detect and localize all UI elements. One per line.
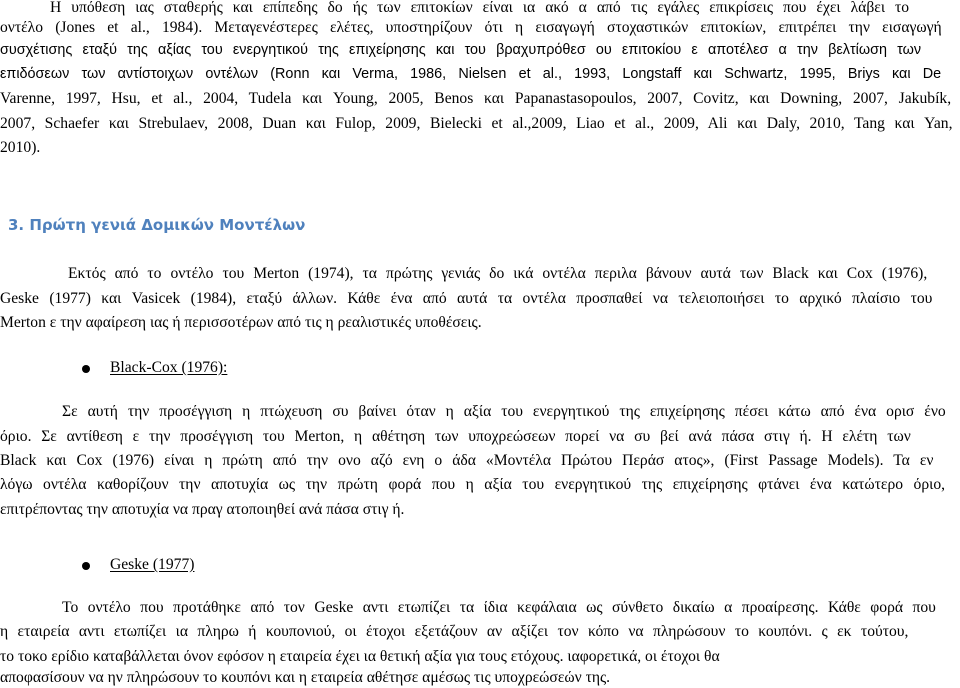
bullet-1-line: λόγω οντέλα καθορίζουν την αποτυχία ως την πρώτη φορά που η αξία του ενεργητικού της επιχείρησης φτάνει ένα κατώτερο όριο,	[0, 476, 946, 493]
bullet-icon	[82, 365, 90, 373]
section-line: Εκτός από το οντέλο του Merton (1974), τα πρώτης γενιάς δο ικά οντέλα περιλα βάνουν αυτά των Black και Cox (1976),	[68, 265, 928, 282]
intro-line: Varenne, 1997, Hsu, et al., 2004, Tudela και Young, 2005, Benos και Papanastasopoulos, 2007, Covitz, και Downing, 2007, Jakubík,	[0, 90, 952, 107]
bullet-1-line: Σε αυτή την προσέγγιση η πτώχευση συ βαίνει όταν η αξία του ενεργητικού της επιχείρησης πέσει κάτω από ένα ορισ ένο	[62, 403, 946, 420]
bullet-2-line: το τοκο ερίδιο καταβάλλεται όνον εφόσον η εταιρεία έχει ια θετική αξία για τους ετόχους. ιαφορετικά, οι έτοχοι θα	[0, 648, 720, 665]
bullet-label-black-cox: Black-Cox (1976):	[110, 359, 228, 376]
intro-line: 2010).	[0, 139, 41, 156]
intro-line: οντέλο (Jones et al., 1984). Μεταγενέστερες ελέτες, υποστηρίζουν ότι η εισαγωγή στοχαστικών επιτοκίων, επιτρέπει την εισαγωγή	[0, 19, 942, 36]
intro-line: επιδόσεων των αντίστοιχων οντέλων (Ronn και Verma, 1986, Nielsen et al., 1993, Longstaff και Schwartz, 1995, Briys και De	[0, 66, 942, 82]
intro-line: Η υπόθεση ιας σταθερής και επίπεδης δο ής των επιτοκίων είναι ια ακό α από τις εγάλες επικρίσεις που έχει λάβει το	[50, 0, 910, 16]
section-heading: 3. Πρώτη γενιά Δομικών Μοντέλων	[8, 216, 306, 234]
bullet-1-line: Black και Cox (1976) είναι η πρώτη από την ονο αζό ενη ο άδα «Μοντέλα Πρώτου Περάσ ατος», (First Passage Models). Τα εν	[0, 452, 934, 469]
bullet-1-line: επιτρέποντας την αποτυχία να πραγ ατοποιηθεί ανά πάσα στιγ ή.	[0, 501, 405, 518]
bullet-2-line: Το οντέλο που προτάθηκε από τον Geske αντι ετωπίζει τα ίδια κεφάλαια ως σύνθετο δικαίω α προαίρεσης. Κάθε φορά που	[62, 599, 936, 616]
bullet-2-line: η εταιρεία αντι ετωπίζει ια πληρω ή κουπονιού, οι έτοχοι εξετάζουν αν αξίζει τον κόπο να πληρώσουν το κουπόνι. ς εκ τούτου,	[0, 623, 909, 640]
bullet-label-geske: Geske (1977)	[110, 556, 195, 573]
section-line: Geske (1977) και Vasicek (1984), εταξύ άλλων. Κάθε ένα από αυτά τα οντέλα προσπαθεί να τελειοποιήσει το αρχικό πλαίσιο του	[0, 290, 933, 307]
intro-line: συσχέτισης εταξύ της αξίας του ενεργητικού της επιχείρησης και του βραχυπρόθεσ ου επιτοκίου ε αποτέλεσ α την βελτίωση των	[0, 42, 922, 58]
bullet-1-line: όριο. Σε αντίθεση ε την προσέγγιση του Merton, η αθέτηση των υποχρεώσεων πορεί να συ βεί ανά πάσα στιγ ή. Η ελέτη των	[0, 428, 911, 445]
bullet-2-line: αποφασίσουν να ην πληρώσουν το κουπόνι και η εταιρεία αθέτησε αμέσως τις υποχρεώσεών της.	[0, 669, 611, 686]
bullet-icon	[82, 562, 90, 570]
intro-line: 2007, Schaefer και Strebulaev, 2008, Duan και Fulop, 2009, Bielecki et al.,2009, Liao et al., 2009, Ali και Daly, 2010, Tang και Yan,	[0, 115, 953, 132]
section-line: Merton ε την αφαίρεση ιας ή περισσοτέρων από τις η ρεαλιστικές υποθέσεις.	[0, 314, 482, 331]
